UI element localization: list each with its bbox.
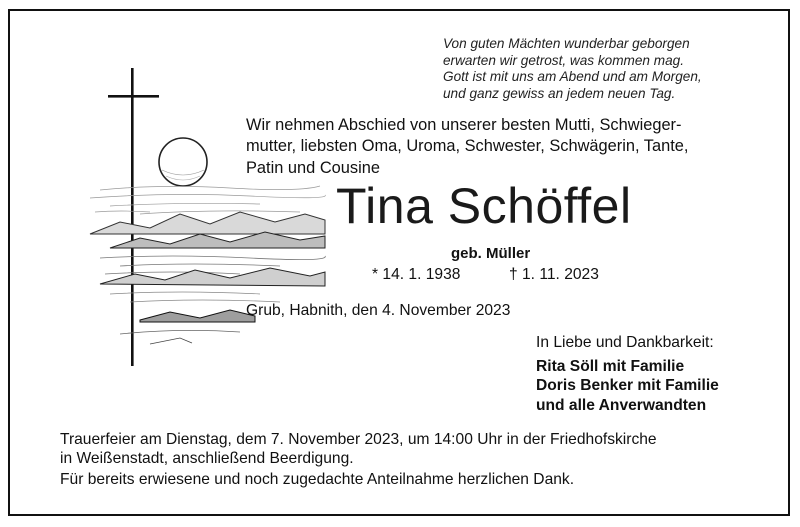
poem-line: Gott ist mit uns am Abend und am Morgen, <box>443 69 702 85</box>
mourners-list <box>536 357 719 415</box>
sky-shading <box>90 186 325 214</box>
birth-name: geb. Müller <box>451 245 531 262</box>
cross-vertical-beam <box>131 68 134 366</box>
sun-icon <box>159 138 207 186</box>
poem-line: erwarten wir getrost, was kommen mag. <box>443 52 684 68</box>
farewell-intro <box>246 115 766 179</box>
intro-line: Wir nehmen Abschied von unserer besten Mutti, Schwieger- <box>246 116 682 134</box>
place-and-date: Grub, Habnith, den 4. November 2023 <box>246 302 511 319</box>
funeral-service-info <box>60 430 760 469</box>
mourners-intro: In Liebe und Dankbarkeit: <box>536 334 714 351</box>
service-line: Trauerfeier am Dienstag, dem 7. November 2023, um 14:00 Uhr in der Friedhofskirche <box>60 431 657 448</box>
mountain-ridges <box>90 212 325 234</box>
intro-line: mutter, liebsten Oma, Uroma, Schwester, Schwägerin, Tante, <box>246 137 689 156</box>
intro-line: Patin und Cousine <box>246 158 380 177</box>
service-line: in Weißenstadt, anschließend Beerdigung. <box>60 450 354 468</box>
mourner-name: und alle Anverwandten <box>536 396 707 414</box>
deceased-name: Tina Schöffel <box>336 178 632 234</box>
death-date: † 1. 11. 2023 <box>509 266 599 283</box>
poem-line: und ganz gewiss an jedem neuen Tag. <box>443 85 676 101</box>
mourner-name: Rita Söll mit Familie <box>536 358 685 375</box>
foreground-hill <box>140 310 255 322</box>
birth-date: * 14. 1. 1938 <box>372 266 461 283</box>
poem-verse <box>443 36 763 102</box>
mourner-name: Doris Benker mit Familie <box>536 377 719 395</box>
thanks-note: Für bereits erwiesene und noch zugedachte Anteilnahme herzlichen Dank. <box>60 471 575 488</box>
water-lines <box>100 256 325 274</box>
cross-and-landscape-illustration <box>80 62 330 372</box>
cross-horizontal-beam <box>108 95 159 98</box>
poem-line: Von guten Mächten wunderbar geborgen <box>443 36 690 51</box>
